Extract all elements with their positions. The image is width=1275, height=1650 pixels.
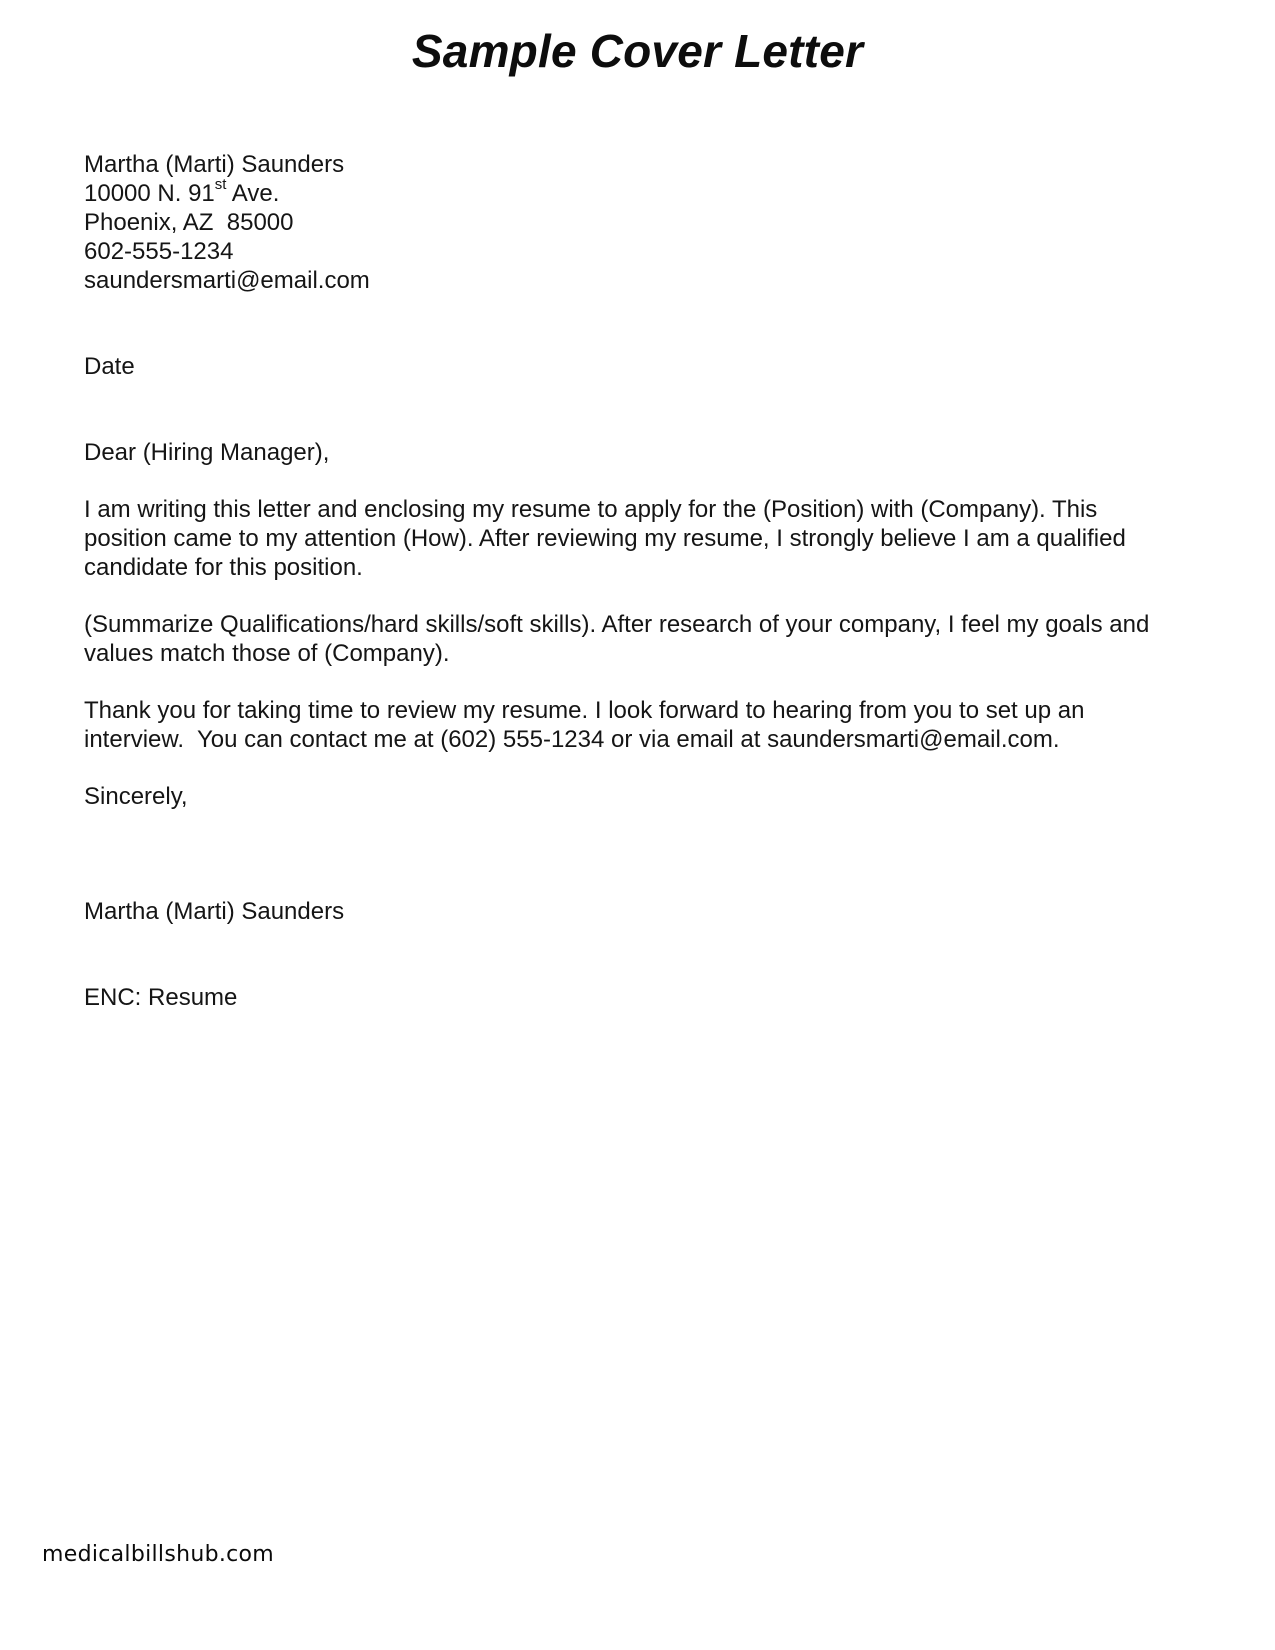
- paragraph-line: interview. You can contact me at (602) 555-1234 or via email at saundersmarti@email.com.: [84, 726, 1060, 753]
- paragraph-qualifications: [84, 610, 1204, 668]
- sender-address-block: [84, 150, 1204, 295]
- salutation: Dear (Hiring Manager),: [84, 439, 330, 466]
- paragraph-line: values match those of (Company).: [84, 640, 450, 667]
- paragraph-line: position came to my attention (How). After reviewing my resume, I strongly believe I am a qualified: [84, 525, 1126, 552]
- document-title: Sample Cover Letter: [411, 25, 864, 77]
- paragraph-intro: [84, 495, 1204, 582]
- paragraph-line: candidate for this position.: [84, 554, 363, 581]
- sender-street-number: 10000 N. 91: [84, 180, 215, 207]
- paragraph-line: Thank you for taking time to review my resume. I look forward to hearing from you to set up an: [84, 697, 1085, 724]
- sender-email: saundersmarti@email.com: [84, 267, 370, 294]
- enclosure-note: ENC: Resume: [84, 984, 238, 1011]
- paragraph-line: I am writing this letter and enclosing my resume to apply for the (Position) with (Company). This: [84, 496, 1098, 523]
- sender-street: [84, 176, 1204, 208]
- sender-phone: 602-555-1234: [84, 238, 234, 265]
- sender-street-suffix: Ave.: [226, 180, 280, 207]
- closing: Sincerely,: [84, 783, 188, 810]
- sender-name: Martha (Marti) Saunders: [84, 151, 345, 178]
- watermark: medicalbillshub.com: [42, 1542, 275, 1567]
- signature-name: Martha (Marti) Saunders: [84, 898, 345, 925]
- letter-date: Date: [84, 353, 135, 380]
- ordinal-suffix: st: [214, 176, 227, 193]
- paragraph-thank-you: [84, 696, 1204, 754]
- sender-city-state-zip: Phoenix, AZ 85000: [84, 209, 294, 236]
- paragraph-line: (Summarize Qualifications/hard skills/soft skills). After research of your company, I feel my goals and: [84, 611, 1150, 638]
